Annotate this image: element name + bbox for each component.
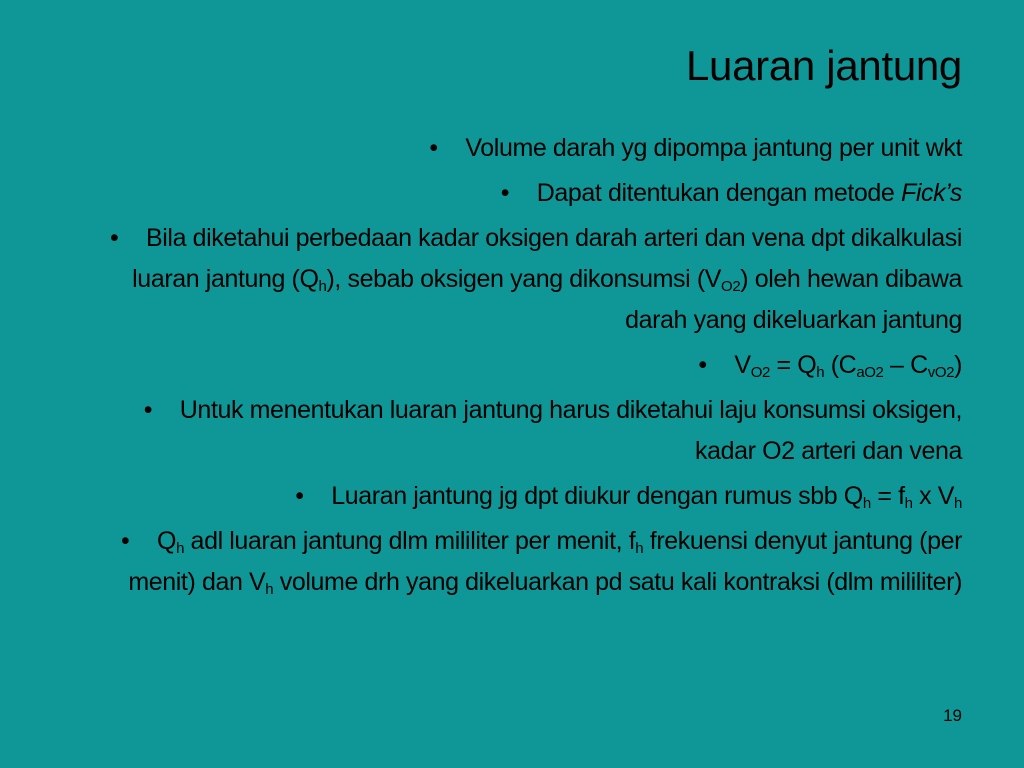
bullet-marker: •	[698, 351, 707, 379]
bullet-text: Untuk menentukan luaran jantung harus diketahui laju konsumsi oksigen, kadar O2 arteri dan vena	[179, 396, 962, 465]
bullet-text: adl luaran jantung dlm mililiter per menit, f	[184, 527, 636, 555]
formula-text: – C	[883, 351, 928, 379]
bullet-text: ) oleh hewan dibawa darah yang dikeluarkan jantung	[625, 265, 962, 334]
bullet-text: Volume darah yg dipompa jantung per unit wkt	[465, 134, 962, 162]
bullet-text: volume drh yang dikeluarkan pd satu kali kontraksi (dlm mililiter)	[273, 568, 962, 596]
bullet-item	[90, 345, 962, 386]
subscript: h	[904, 495, 913, 512]
bullet-item	[90, 476, 962, 517]
formula-text: V	[734, 351, 751, 379]
subscript: h	[635, 540, 644, 557]
bullet-text: frekuensi denyut jantung (per menit) dan V	[128, 527, 962, 596]
formula-text: (C	[824, 351, 857, 379]
subscript: h	[318, 278, 327, 295]
bullet-text-italic: Fick’s	[900, 179, 962, 207]
bullet-item	[90, 390, 962, 472]
formula-text: = Q	[769, 351, 817, 379]
slide-content	[90, 128, 962, 607]
bullet-item	[90, 128, 962, 169]
bullet-item	[90, 173, 962, 214]
formula-text: )	[954, 351, 962, 379]
bullet-marker: •	[143, 396, 153, 424]
subscript: O2	[750, 364, 770, 381]
subscript: h	[176, 540, 185, 557]
bullet-text: Luaran jantung jg dpt diukur dengan rumus sbb Q	[331, 482, 863, 510]
bullet-text: x V	[912, 482, 955, 510]
bullet-text: Bila diketahui perbedaan kadar oksigen darah arteri dan vena dpt dikalkulasi luaran jantung (Q	[132, 224, 962, 293]
bullet-text: Dapat ditentukan dengan metode	[536, 179, 901, 207]
bullet-marker: •	[121, 527, 130, 555]
slide-title: Luaran jantung	[685, 42, 962, 89]
bullet-text: ), sebab oksigen yang dikonsumsi (V	[326, 265, 722, 293]
subscript: aO2	[856, 364, 884, 381]
slide-number: 19	[943, 706, 962, 725]
bullet-marker: •	[110, 224, 119, 252]
bullet-item	[90, 218, 962, 341]
bullet-text: Q	[157, 527, 177, 555]
subscript: h	[862, 495, 871, 512]
bullet-marker: •	[295, 482, 304, 510]
subscript: h	[816, 364, 825, 381]
subscript: O2	[721, 278, 741, 295]
bullet-item	[90, 521, 962, 603]
bullet-marker: •	[500, 179, 510, 207]
subscript: vO2	[927, 364, 955, 381]
subscript: h	[265, 581, 274, 598]
bullet-marker: •	[429, 134, 438, 162]
subscript: h	[954, 495, 962, 512]
bullet-text: = f	[870, 482, 905, 510]
